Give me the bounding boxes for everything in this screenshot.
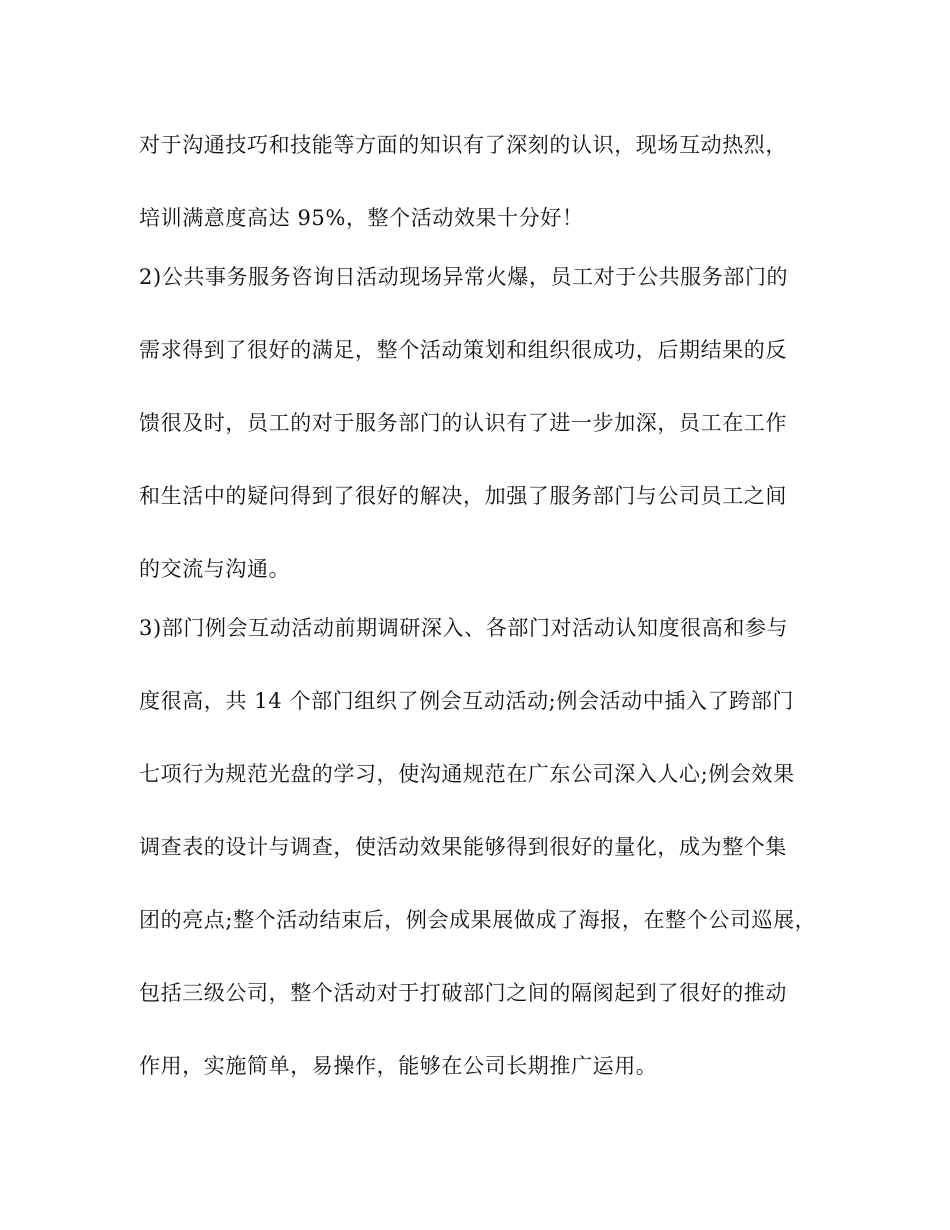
text-line: 调查表的设计与调查，使活动效果能够得到很好的量化，成为整个集	[139, 835, 787, 859]
text-line: 度很高，共 14 个部门组织了例会互动活动;例会活动中插入了跨部门	[139, 689, 794, 713]
text-line: 2)公共事务服务咨询日活动现场异常火爆，员工对于公共服务部门的	[139, 265, 789, 289]
text-line: 3)部门例会互动活动前期调研深入、各部门对活动认知度很高和参与	[139, 616, 789, 640]
text-line: 的交流与沟通。	[139, 557, 291, 581]
text-line: 作用，实施简单，易操作，能够在公司长期推广运用。	[139, 1054, 658, 1078]
text-line: 对于沟通技巧和技能等方面的知识有了深刻的认识，现场互动热烈，	[139, 133, 787, 157]
text-line: 七项行为规范光盘的学习，使沟通规范在广东公司深入人心;例会效果	[139, 762, 795, 786]
text-line: 团的亮点;整个活动结束后，例会成果展做成了海报，在整个公司巡展，	[139, 908, 817, 932]
text-line: 馈很及时，员工的对于服务部门的认识有了进一步加深，员工在工作	[139, 411, 787, 435]
text-line: 需求得到了很好的满足，整个活动策划和组织很成功，后期结果的反	[139, 338, 787, 362]
text-line: 和生活中的疑问得到了很好的解决，加强了服务部门与公司员工之间	[139, 484, 787, 508]
text-line: 包括三级公司，整个活动对于打破部门之间的隔阂起到了很好的推动	[139, 981, 787, 1005]
text-line: 培训满意度高达 95%，整个活动效果十分好！	[139, 206, 584, 230]
